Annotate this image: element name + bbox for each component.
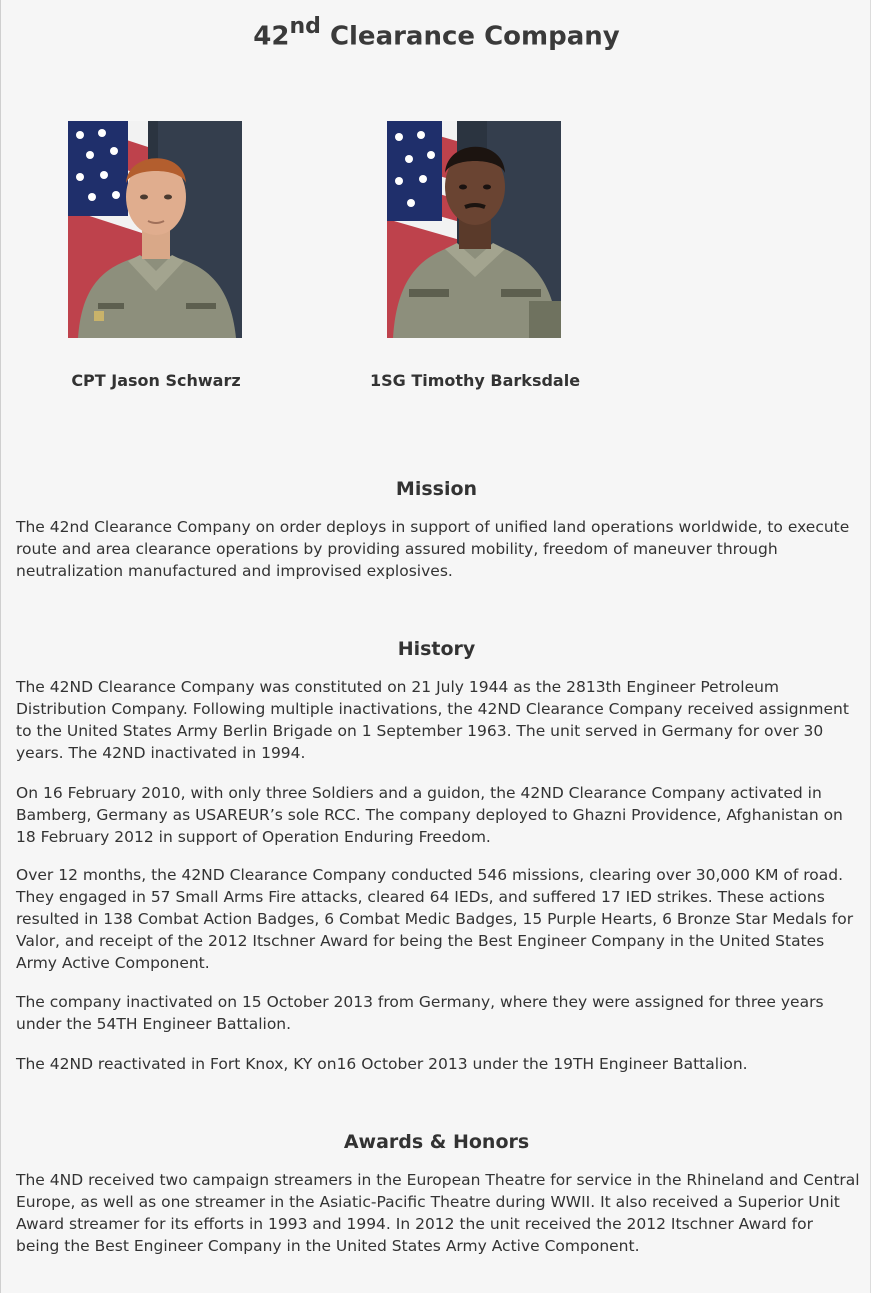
portrait-first-sergeant-image — [387, 121, 561, 338]
history-paragraph: The company inactivated on 15 October 2013 from Germany, where they were assigned for three years under the 54TH Engineer Battalion. — [16, 993, 824, 1033]
history-paragraph: Over 12 months, the 42ND Clearance Company conducted 546 missions, clearing over 30,000 KM of road. They engaged in 57 Small Arms Fire attacks, cleared 64 IEDs, and suffered 17 IED strikes. These actions resulted in 138 Combat Action Badges, 6 Combat Medic Badges, 15 Purple Hearts, 6 Bronze Star Medals for Valor, and receipt of the 2012 Itschner Award for being the Best Engineer Company in the United States Army Active Component. — [16, 866, 854, 972]
mission-text: The 42nd Clearance Company on order deploys in support of unified land operations worldwide, to execute route and area clearance operations by providing assured mobility, freedom of maneuver through neutralization manufactured and improvised explosives. — [16, 518, 850, 580]
portrait-commander — [68, 121, 242, 338]
history-paragraph: The 42ND reactivated in Fort Knox, KY on16 October 2013 under the 19TH Engineer Battalion. — [16, 1055, 748, 1073]
awards-text: The 4ND received two campaign streamers in the European Theatre for service in the Rhineland and Central Europe, as well as one streamer in the Asiatic-Pacific Theatre during WWII. It also received a Superior Unit Award streamer for its efforts in 1993 and 1994. In 2012 the unit received the 2012 Itschner Award for being the Best Engineer Company in the United States Army Active Component. — [16, 1171, 860, 1255]
portrait-commander-image — [68, 121, 242, 338]
mission-heading: Mission — [395, 478, 478, 500]
history-paragraph: On 16 February 2010, with only three Soldiers and a guidon, the 42ND Clearance Company activated in Bamberg, Germany as USAREUR’s sole RCC. The company deployed to Ghazni Providence, Afghanistan on 18 February 2012 in support of Operation Enduring Freedom. — [16, 784, 843, 846]
page-title — [1, 16, 872, 52]
leader-name-commander: CPT Jason Schwarz — [71, 371, 241, 390]
history-heading: History — [397, 638, 476, 660]
title-ordinal-suffix: nd — [289, 14, 321, 39]
awards-heading: Awards & Honors — [343, 1131, 530, 1153]
leader-name-first-sergeant: 1SG Timothy Barksdale — [369, 371, 581, 390]
title-text: Clearance Company — [329, 21, 620, 52]
history-paragraph: The 42ND Clearance Company was constituted on 21 July 1944 as the 2813th Engineer Petroleum Distribution Company. Following multiple inactivations, the 42ND Clearance Company received assignment to the United States Army Berlin Brigade on 1 September 1963. The unit served in Germany for over 30 years. The 42ND inactivated in 1994. — [16, 678, 849, 762]
title-number: 42 — [253, 21, 290, 52]
portrait-first-sergeant — [387, 121, 561, 338]
